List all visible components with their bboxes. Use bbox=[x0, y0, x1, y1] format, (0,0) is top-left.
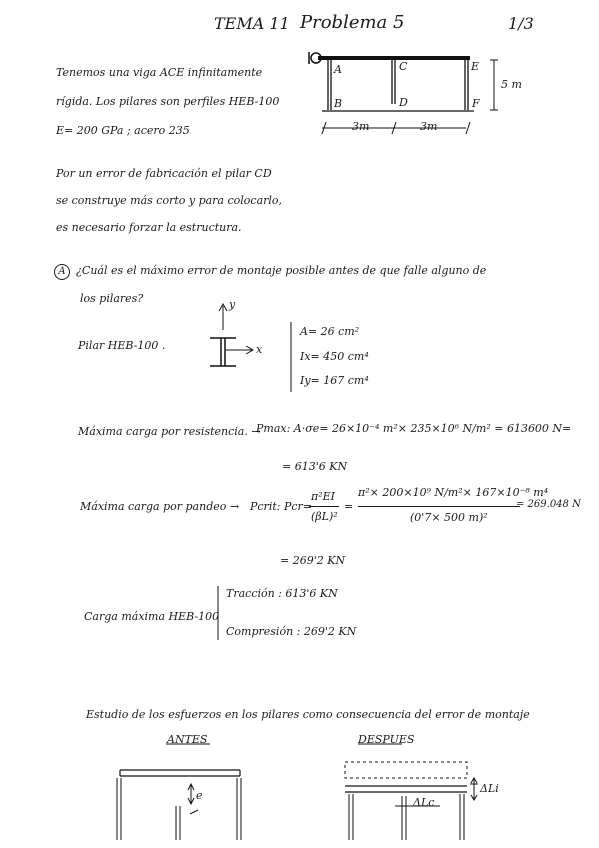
error-line-1: Por un error de fabricación el pilar CD bbox=[56, 167, 272, 180]
question-a-line-1: ¿Cuál es el máximo error de montaje posible antes de que falle alguno de bbox=[76, 264, 487, 277]
buckling-fraction-bar bbox=[358, 506, 520, 507]
buckling-result: = 269'2 KN bbox=[280, 554, 346, 567]
buckling-numerator: π²× 200×10⁹ N/m²× 167×10⁻⁸ m⁴ bbox=[358, 486, 549, 499]
delta-li-label: ΔLi bbox=[480, 782, 499, 795]
frame-label-c: C bbox=[399, 60, 408, 73]
frame-label-f: F bbox=[472, 97, 480, 110]
error-line-2: se construye más corto y para colocarlo, bbox=[56, 194, 283, 207]
frame-label-e: E bbox=[471, 60, 480, 73]
max-load-label: Carga máxima HEB-100 bbox=[84, 610, 220, 623]
ix-prop: Ix= 450 cm⁴ bbox=[300, 350, 369, 363]
euler-fraction-bar bbox=[309, 506, 339, 507]
max-load-traction: Tracción : 613'6 KN bbox=[226, 587, 338, 600]
question-a-line-2: los pilares? bbox=[80, 292, 144, 305]
span-1-label: 3m bbox=[352, 120, 370, 133]
frame-height-label: 5 m bbox=[501, 78, 522, 91]
frame-label-a: A bbox=[334, 63, 342, 76]
after-label: DESPUES bbox=[358, 733, 415, 746]
resistance-formula: Pmax: A·σe= 26×10⁻⁴ m²× 235×10⁶ N/m² = 613600 N= bbox=[256, 422, 572, 435]
frame-label-d: D bbox=[399, 96, 408, 109]
area-prop: A= 26 cm² bbox=[300, 325, 360, 338]
intro-line-2: rígida. Los pilares son perfiles HEB-100 bbox=[56, 95, 280, 108]
euler-numerator: π²EI bbox=[311, 490, 336, 503]
error-line-3: es necesario forzar la estructura. bbox=[56, 221, 242, 234]
buckling-equals: = bbox=[344, 500, 354, 513]
before-label: ANTES bbox=[167, 733, 208, 746]
intro-line-1: Tenemos una viga ACE infinitamente bbox=[56, 66, 263, 79]
span-2-label: 3m bbox=[420, 120, 438, 133]
delta-lc-label: ΔLc bbox=[413, 796, 435, 809]
gap-e-label: e bbox=[196, 789, 203, 802]
buckling-pcrit: Pcrit: Pcr= bbox=[250, 500, 312, 513]
buckling-value: = 269.048 N bbox=[516, 499, 581, 510]
axis-x-label: x bbox=[256, 343, 263, 356]
frame-label-b: B bbox=[334, 97, 343, 110]
resistance-label: Máxima carga por resistencia. → bbox=[78, 425, 261, 438]
tema-title: TEMA 11 bbox=[214, 14, 290, 33]
pilar-label: Pilar HEB-100 . bbox=[78, 339, 166, 352]
euler-denominator: (βL)² bbox=[311, 510, 338, 523]
study-line: Estudio de los esfuerzos en los pilares como consecuencia del error de montaje bbox=[86, 708, 530, 721]
question-a-marker: A bbox=[54, 264, 70, 280]
resistance-result: = 613'6 KN bbox=[282, 460, 348, 473]
page-number: 1/3 bbox=[508, 14, 534, 33]
problem-title: Problema 5 bbox=[300, 12, 405, 33]
intro-line-3: E= 200 GPa ; acero 235 bbox=[56, 124, 190, 137]
buckling-label: Máxima carga por pandeo → bbox=[80, 500, 240, 513]
buckling-denominator: (0'7× 500 m)² bbox=[410, 511, 488, 524]
iy-prop: Iy= 167 cm⁴ bbox=[300, 374, 369, 387]
axis-y-label: y bbox=[229, 298, 236, 311]
max-load-compression: Compresión : 269'2 KN bbox=[226, 625, 357, 638]
